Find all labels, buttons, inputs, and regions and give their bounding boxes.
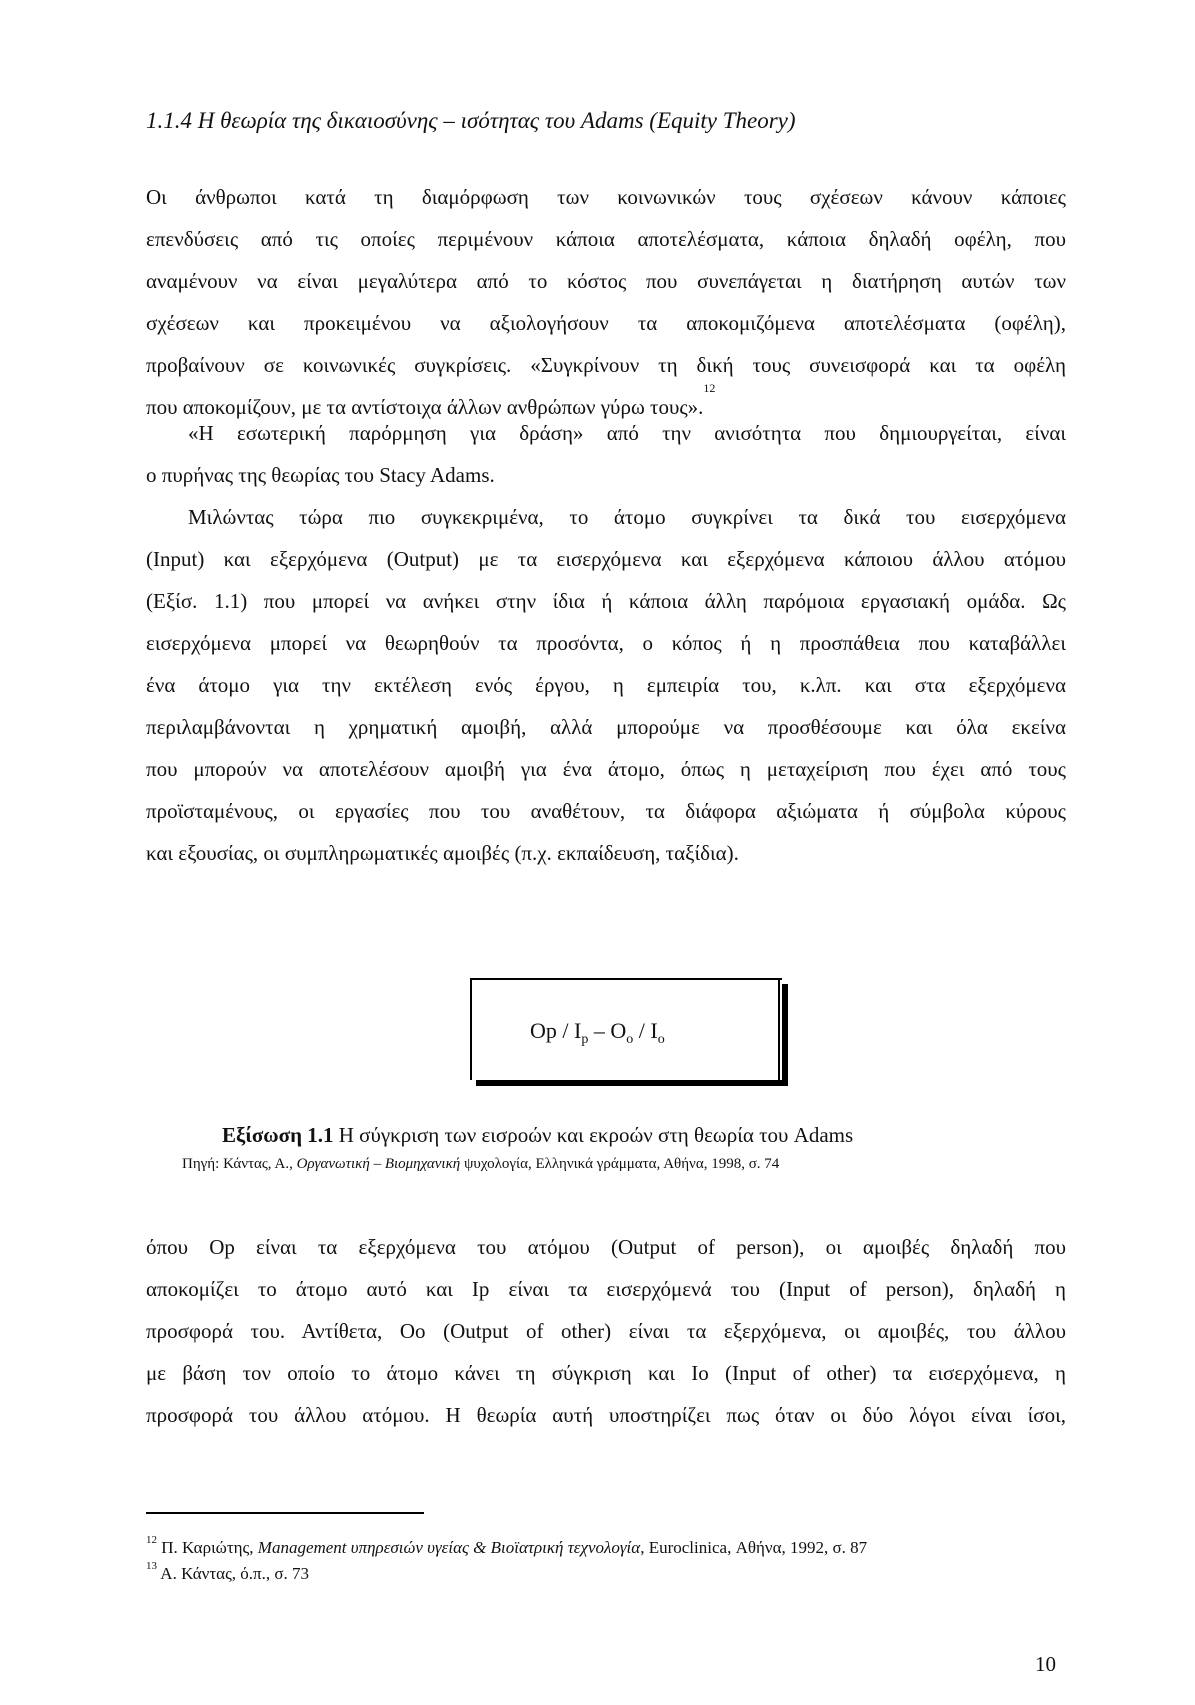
paragraph-intro (146, 176, 1066, 428)
text-line: Μιλώντας τώρα πιο συγκεκριμένα, το άτομο συγκρίνει τα δικά του εισερχόμενα (188, 505, 1066, 529)
text-line: προϊσταμένους, οι εργασίες που του αναθέτουν, τα διάφορα αξιώματα ή σύμβολα κύρους (146, 799, 1066, 823)
text-line: προσφορά του άλλου ατόμου. Η θεωρία αυτή υποστηρίζει πως όταν οι δύο λόγοι είναι ίσοι, (146, 1403, 1066, 1427)
text-line: περιλαμβάνονται η χρηματική αμοιβή, αλλά μπορούμε να προσθέσουμε και όλα εκείνα (146, 715, 1066, 739)
caption-text: Η σύγκριση των εισροών και εκροών στη θεωρία του Adams (333, 1123, 854, 1147)
equation-source (182, 1156, 779, 1173)
footnote-prefix: Π. Καριώτης, (157, 1538, 258, 1557)
caption-label: Εξίσωση 1.1 (222, 1123, 334, 1147)
equation-shadow-right (782, 984, 788, 1086)
footnote-separator (146, 1512, 424, 1514)
eq-part: / I (633, 1018, 658, 1043)
equation-frame-edge (778, 978, 780, 1080)
equation-formula (530, 1018, 665, 1047)
text-line: «Η εσωτερική παρόρμηση για δράση» από την ανισότητα που δημιουργείται, είναι (188, 421, 1066, 445)
text-line: (Input) και εξερχόμενα (Output) με τα εισερχόμενα και εξερχόμενα κάποιου άλλου ατόμου (146, 547, 1066, 571)
eq-part: / I (556, 1018, 582, 1043)
eq-sub: o (657, 1032, 665, 1047)
eq-sub: p (581, 1032, 589, 1047)
text-line: σχέσεων και προκειμένου να αξιολογήσουν τα αποκομιζόμενα αποτελέσματα (οφέλη), (146, 311, 1066, 335)
page-number: 10 (1035, 1652, 1056, 1676)
equation-box (470, 978, 788, 1086)
footnote-number: 13 (146, 1560, 157, 1572)
eq-part: – O (588, 1018, 627, 1043)
source-suffix: ψυχολογία, Ελληνικά γράμματα, Αθήνα, 1998, σ. 74 (460, 1156, 780, 1172)
footnote-12 (146, 1534, 868, 1558)
footnote-ref: 12 (703, 381, 716, 395)
footnote-prefix: Α. Κάντας, ό.π., σ. 73 (157, 1564, 310, 1583)
text-line: αποκομίζει το άτομο αυτό και Ip είναι τα εισερχόμενά του (Input of person), δηλαδή η (146, 1277, 1066, 1301)
footnote-13 (146, 1560, 310, 1584)
text-line: (Εξίσ. 1.1) που μπορεί να ανήκει στην ίδια ή κάποια άλλη παρόμοια εργασιακή ομάδα. Ως (146, 589, 1066, 613)
text-line: όπου Op είναι τα εξερχόμενα του ατόμου (Output of person), οι αμοιβές δηλαδή που (146, 1235, 1066, 1259)
text-line: προσφορά του. Αντίθετα, Oo (Output of other) είναι τα εξερχόμενα, οι αμοιβές, του άλλου (146, 1319, 1066, 1343)
text-line: εισερχόμενα μπορεί να θεωρηθούν τα προσόντα, ο κόπος ή η προσπάθεια που καταβάλλει (146, 631, 1066, 655)
footnote-title: Management υπηρεσιών υγείας & Βιοϊατρική τεχνολογία (257, 1538, 641, 1557)
text-line: ο πυρήνας της θεωρίας του Stacy Adams. (146, 463, 495, 487)
equation-caption (222, 1123, 853, 1148)
footnote-number: 12 (146, 1534, 157, 1546)
text-line: αναμένουν να είναι μεγαλύτερα από το κόστος που συνεπάγεται η διατήρηση αυτών των (146, 269, 1066, 293)
source-title: Οργανωτική – Βιομηχανική (296, 1156, 461, 1172)
equation-shadow-bottom (476, 1080, 788, 1086)
text-line: ένα άτομο για την εκτέλεση ενός έργου, η εμπειρία του, κ.λπ. και στα εξερχόμενα (146, 673, 1066, 697)
text-line: με βάση τον οποίο το άτομο κάνει τη σύγκριση και Io (Input of other) τα εισερχόμενα, η (146, 1361, 1066, 1385)
paragraph-comparison (146, 496, 1066, 874)
paragraph-definitions (146, 1226, 1066, 1436)
text-line: επενδύσεις από τις οποίες περιμένουν κάποια αποτελέσματα, κάποια δηλαδή οφέλη, που (146, 227, 1066, 251)
eq-op: Op (530, 1018, 557, 1043)
eq-sub: o (626, 1032, 634, 1047)
text-line: Οι άνθρωποι κατά τη διαμόρφωση των κοινωνικών τους σχέσεων κάνουν κάποιες (146, 185, 1066, 209)
text-line: και εξουσίας, οι συμπληρωματικές αμοιβές (π.χ. εκπαίδευση, ταξίδια). (146, 841, 739, 865)
footnote-suffix: , Euroclinica, Αθήνα, 1992, σ. 87 (640, 1538, 868, 1557)
text-line: που μπορούν να αποτελέσουν αμοιβή για ένα άτομο, όπως η μεταχείριση που έχει από τους (146, 757, 1066, 781)
quote-end-text: που αποκομίζουν, με τα αντίστοιχα άλλων ανθρώπων γύρω τους». (146, 395, 704, 419)
text-line: προβαίνουν σε κοινωνικές συγκρίσεις. «Συγκρίνουν τη δική τους συνεισφορά και τα οφέλη (146, 353, 1066, 377)
source-prefix: Πηγή: Κάντας, Α., (182, 1156, 297, 1172)
paragraph-motivation (146, 412, 1066, 496)
section-heading: 1.1.4 Η θεωρία της δικαιοσύνης – ισότητας του Adams (Equity Theory) (146, 108, 796, 133)
